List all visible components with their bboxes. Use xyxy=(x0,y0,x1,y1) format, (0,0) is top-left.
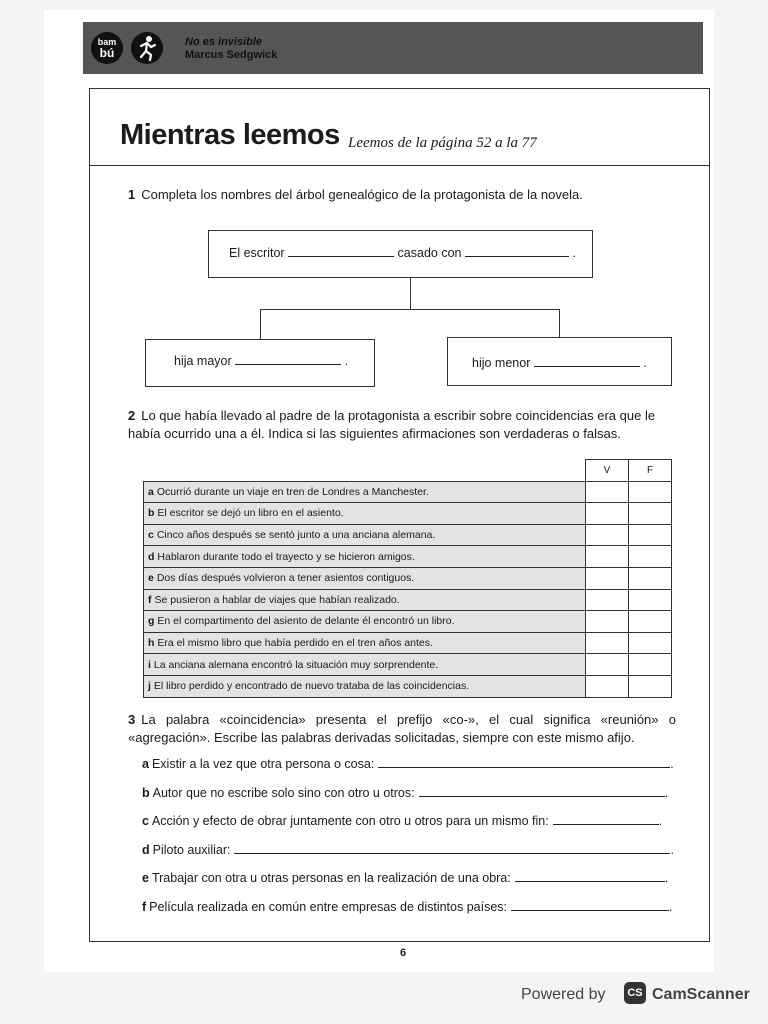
logo-bottom-text: bú xyxy=(99,46,115,60)
false-checkbox[interactable] xyxy=(629,503,672,525)
true-checkbox[interactable] xyxy=(586,481,629,503)
list-item: e Trabajar con otra u otras personas en la realización de una obra: . xyxy=(142,871,669,885)
statement-text: Se pusieron a hablar de viajes que habían realizado. xyxy=(154,593,400,606)
tree-connector-right xyxy=(559,309,560,337)
item-text: Acción y efecto de obrar juntamente con otro u otros para un mismo fin: xyxy=(151,814,549,828)
statement-text: Cinco años después se sentó junto a una anciana alemana. xyxy=(156,529,436,542)
question-3 xyxy=(128,711,676,747)
son-label: hijo menor xyxy=(472,356,531,370)
item-letter: d xyxy=(142,843,150,857)
item-text: Existir a la vez que otra persona o cosa: xyxy=(151,757,375,771)
tree-connector-vertical xyxy=(410,278,411,309)
tree-connector-left xyxy=(260,309,261,339)
family-tree-son-box xyxy=(447,337,672,386)
false-checkbox[interactable] xyxy=(629,567,672,589)
list-item: c Acción y efecto de obrar juntamente con otro u otros para un mismo fin: . xyxy=(142,814,663,828)
table-header-row xyxy=(144,460,672,482)
table-row xyxy=(144,503,672,525)
answer-blank[interactable] xyxy=(378,757,670,768)
family-tree-daughter-box xyxy=(145,339,375,387)
table-row xyxy=(144,654,672,676)
period: . xyxy=(344,354,349,368)
answer-blank[interactable] xyxy=(515,871,665,882)
exit-runner-icon xyxy=(131,32,163,64)
logo-top-text: bam xyxy=(97,37,117,47)
table-row xyxy=(144,567,672,589)
column-header-v: V xyxy=(586,460,629,482)
answer-blank[interactable] xyxy=(419,786,665,797)
item-text: Autor que no escribe solo sino con otro u otros: xyxy=(152,786,415,800)
item-letter: e xyxy=(142,871,149,885)
row-letter: d xyxy=(148,550,155,563)
question-number: 1 xyxy=(128,187,136,202)
table-row xyxy=(144,481,672,503)
answer-blank[interactable] xyxy=(234,843,670,854)
false-checkbox[interactable] xyxy=(629,632,672,654)
statement-text: Hablaron durante todo el trayecto y se hicieron amigos. xyxy=(157,550,415,563)
period: . xyxy=(643,356,647,370)
list-item: d Piloto auxiliar: . xyxy=(142,843,674,857)
writer-label: El escritor xyxy=(229,246,285,260)
row-letter: g xyxy=(148,615,155,628)
item-letter: f xyxy=(142,900,147,914)
row-letter: b xyxy=(148,507,155,520)
false-checkbox[interactable] xyxy=(629,675,672,697)
statement-text: El escritor se dejó un libro en el asiento. xyxy=(157,507,344,520)
statement-text: En el compartimento del asiento de delante él encontró un libro. xyxy=(157,615,455,628)
row-letter: f xyxy=(148,593,152,606)
true-checkbox[interactable] xyxy=(586,524,629,546)
true-checkbox[interactable] xyxy=(586,589,629,611)
question-text: Completa los nombres del árbol genealógico de la protagonista de la novela. xyxy=(141,187,583,202)
table-row xyxy=(144,546,672,568)
married-label: casado con xyxy=(397,246,462,260)
statement-text: El libro perdido y encontrado de nuevo trataba de las coincidencias. xyxy=(153,680,470,693)
true-checkbox[interactable] xyxy=(586,611,629,633)
book-title-block xyxy=(185,36,277,62)
statement-text: La anciana alemana encontró la situación muy sorprendente. xyxy=(153,658,439,671)
daughter-blank[interactable] xyxy=(235,354,341,365)
false-checkbox[interactable] xyxy=(629,589,672,611)
table-row xyxy=(144,611,672,633)
camscanner-brand: CamScanner xyxy=(652,986,750,1003)
statement-text: Ocurrió durante un viaje en tren de Londres a Manchester. xyxy=(156,485,429,498)
son-blank[interactable] xyxy=(534,356,640,367)
question-1 xyxy=(128,186,583,204)
page-number: 6 xyxy=(400,947,407,959)
true-false-table xyxy=(143,459,672,698)
row-letter: j xyxy=(148,680,151,693)
false-checkbox[interactable] xyxy=(629,654,672,676)
section-header xyxy=(90,89,709,166)
answer-blank[interactable] xyxy=(511,900,669,911)
daughter-label: hija mayor xyxy=(174,354,232,368)
book-header xyxy=(83,22,703,74)
table-row xyxy=(144,632,672,654)
question-text: La palabra «coincidencia» presenta el prefijo «co-», el cual significa «reunión» o «agregación». Escribe las palabras derivadas solicitadas, siempre con este mismo afijo. xyxy=(128,712,676,745)
writer-blank[interactable] xyxy=(288,246,394,257)
table-row xyxy=(144,524,672,546)
section-subtitle: Leemos de la página 52 a la 77 xyxy=(348,135,537,151)
item-text: Trabajar con otra u otras personas en la realización de una obra: xyxy=(151,871,511,885)
item-text: Película realizada en común entre empresas de distintos países: xyxy=(149,900,508,914)
table-row xyxy=(144,675,672,697)
row-letter: h xyxy=(148,637,155,650)
list-item: a Existir a la vez que otra persona o cosa: . xyxy=(142,757,674,771)
true-checkbox[interactable] xyxy=(586,503,629,525)
question-text: Lo que había llevado al padre de la protagonista a escribir sobre coincidencias era que le había ocurrido una a él. Indica si las siguientes afirmaciones son verdaderas o falsas. xyxy=(128,408,656,441)
section-title: Mientras leemos xyxy=(120,119,340,151)
row-letter: e xyxy=(148,572,154,585)
period: . xyxy=(572,246,576,260)
true-checkbox[interactable] xyxy=(586,654,629,676)
bambu-logo xyxy=(91,32,123,64)
statement-text: Era el mismo libro que había perdido en el tren años antes. xyxy=(157,637,433,650)
false-checkbox[interactable] xyxy=(629,546,672,568)
true-checkbox[interactable] xyxy=(586,546,629,568)
true-checkbox[interactable] xyxy=(586,567,629,589)
worksheet-frame xyxy=(89,88,710,942)
question-number: 3 xyxy=(128,712,136,727)
item-letter: b xyxy=(142,786,150,800)
statement-text: Dos días después volvieron a tener asientos contiguos. xyxy=(156,572,415,585)
row-letter: c xyxy=(148,529,154,542)
row-letter: i xyxy=(148,658,151,671)
item-letter: c xyxy=(142,814,149,828)
tree-connector-horizontal xyxy=(260,309,560,310)
question-2 xyxy=(128,407,676,443)
book-author: Marcus Sedgwick xyxy=(185,49,278,61)
false-checkbox[interactable] xyxy=(629,524,672,546)
row-letter: a xyxy=(148,485,154,498)
item-text: Piloto auxiliar: xyxy=(152,843,231,857)
true-checkbox[interactable] xyxy=(586,632,629,654)
false-checkbox[interactable] xyxy=(629,481,672,503)
powered-by-text: Powered by xyxy=(521,986,606,1003)
question-number: 2 xyxy=(128,408,136,423)
spouse-blank[interactable] xyxy=(465,246,569,257)
camscanner-icon: CS xyxy=(624,982,646,1004)
list-item: b Autor que no escribe solo sino con otro u otros: . xyxy=(142,786,669,800)
book-title: No es invisible xyxy=(185,36,263,48)
list-item: f Película realizada en común entre empresas de distintos países: . xyxy=(142,900,673,914)
table-row xyxy=(144,589,672,611)
false-checkbox[interactable] xyxy=(629,611,672,633)
column-header-f: F xyxy=(629,460,672,482)
family-tree-parent-box xyxy=(208,230,593,278)
true-checkbox[interactable] xyxy=(586,675,629,697)
item-letter: a xyxy=(142,757,149,771)
answer-blank[interactable] xyxy=(553,814,659,825)
